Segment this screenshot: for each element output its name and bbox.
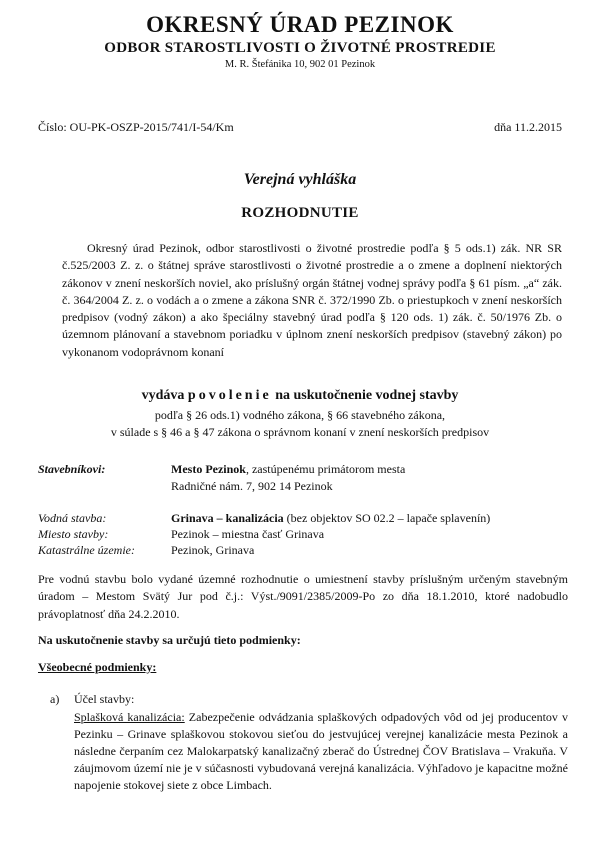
declaration-legal-basis: podľa § 26 ods.1) vodného zákona, § 66 stavebného zákona, [154, 408, 446, 422]
office-title: OKRESNÝ ÚRAD PEZINOK [146, 12, 454, 37]
builder-name: Mesto Pezinok [171, 462, 246, 476]
builder-representation: , zastúpenému primátorom mesta [245, 462, 406, 476]
site-value: Pezinok – miestna časť Grinava [171, 527, 325, 541]
declaration-line [0, 388, 600, 404]
office-address: M. R. Štefánika 10, 902 01 Pezinok [224, 59, 376, 70]
water-structure-name: Grinava – kanalizácia [171, 511, 284, 525]
declaration-permit: povolenie [187, 388, 272, 403]
site-label: Miesto stavby: [38, 527, 109, 541]
declaration-legal-basis-2: v súlade s § 46 a § 47 zákona o správnom konaní v znení neskorších predpisov [110, 425, 490, 439]
cadastre-label: Katastrálne územie: [38, 543, 135, 557]
conditions-heading: Na uskutočnenie stavby sa určujú tieto podmienky: [38, 633, 301, 647]
item-title: Účel stavby: [74, 692, 135, 706]
item-marker: a) [50, 692, 60, 706]
reference-number: Číslo: OU-PK-OSZP-2015/741/I-54/Km [38, 120, 234, 134]
decision-title: ROZHODNUTIE [241, 205, 359, 221]
declaration-suffix: na uskutočnenie vodnej stavby [275, 388, 459, 403]
water-structure-note: (bez objektov SO 02.2 – lapače splavenín) [283, 511, 491, 525]
water-structure-value [171, 511, 490, 526]
builder-address: Radničné nám. 7, 902 14 Pezinok [171, 479, 333, 493]
general-conditions-heading: Všeobecné podmienky: [38, 660, 157, 674]
intro-paragraph: Okresný úrad Pezinok, odbor starostlivosti o životné prostredie podľa § 5 ods.1) zák. NR SR č.525/2003 Z. z. o štátnej správe starostlivosti o životné prostredie a o zmene a doplnení niektorých zákonov v znení neskorších noviel, ako príslušný orgán štátnej vodnej správy podľa § 61 písm. „a“ zák. č. 364/2004 Z. z. o vodách a o zmene a zákona SNR č. 372/1990 Zb. o priestupkoch v znení neskorších predpisov (vodný zákon) a ako špeciálny stavebný úrad podľa § 120 ods. 1) zák. č. 50/1976 Zb. o územnom plánovaní a stavebnom poriadku v úplnom znení neskorších predpisov (stavebný zákon) po vykonanom vodoprávnom konaní [62, 241, 562, 359]
permit-paragraph: Pre vodnú stavbu bolo vydané územné rozhodnutie o umiestnení stavby príslušným určeným stavebným úradom – Mestom Svätý Jur pod č.j.: Výst./9091/2385/2009-Po zo dňa 18.1.2010, ktoré nadobudlo právoplatnosť dňa 24.2.2010. [38, 572, 568, 621]
document-date: dňa 11.2.2015 [494, 120, 562, 134]
builder-label: Stavebníkovi: [38, 462, 106, 476]
cadastre-value: Pezinok, Grinava [171, 543, 255, 557]
item-body [74, 709, 568, 794]
item-subtitle: Splašková kanalizácia: [74, 710, 185, 724]
water-structure-label: Vodná stavba: [38, 511, 107, 525]
builder-value [171, 462, 405, 477]
public-notice-title: Verejná vyhláška [243, 171, 357, 188]
department-title: ODBOR STAROSTLIVOSTI O ŽIVOTNÉ PROSTREDIE [104, 40, 496, 56]
item-text: Zabezpečenie odvádzania splaškových odpadových vôd od jej producentov v Pezinku – Grinave splaškovou stokovou sieťou do jestvujúcej verejnej kanalizácie mesta Pezinok a následne čerpaním cez Malokarpatský kanalizačný zberač do Ústrednej ČOV Bratislava – Vrakuňa. V záujmovom území nie je v súčasnosti vybudovaná verejná kanalizácia. Výhľadovo je kapacitne možné napojenie stokovej siete z obce Limbach. [74, 710, 569, 792]
declaration-prefix: vydáva [141, 388, 185, 403]
